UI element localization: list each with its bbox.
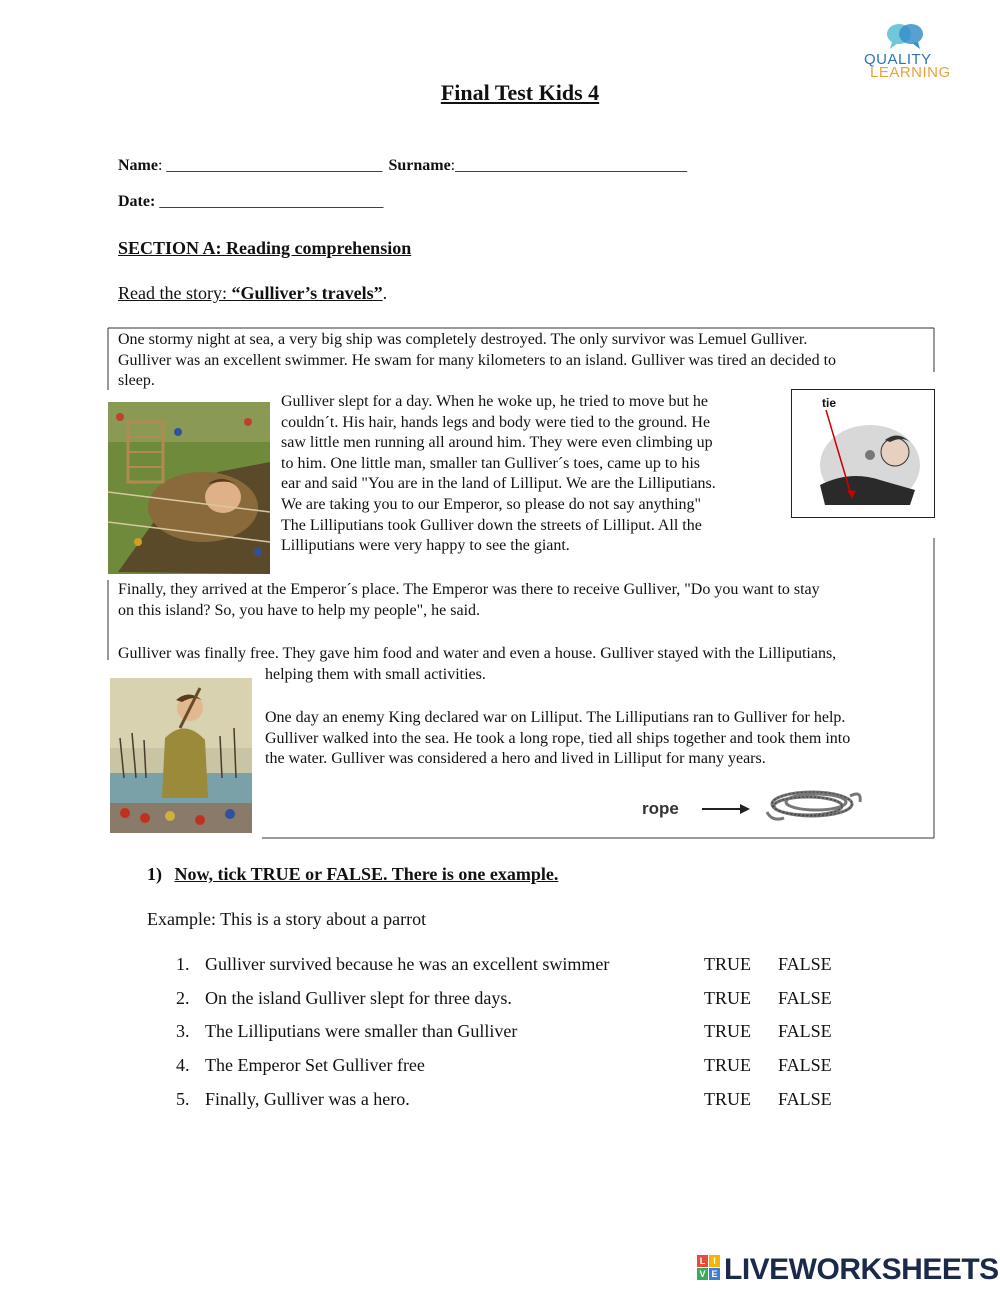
tf-row-1: 1. Gulliver survived because he was an excellent swimmer TRUE FALSE (176, 954, 832, 974)
story-paragraph-2: Gulliver slept for a day. When he woke up, he tried to move but he couldn´t. His hair, hands legs and body were tied to the ground. He saw little men running all around him. They were even climbing up to him. One little man, smaller tan Gulliver´s toes, came up to his ear and said "You are in the land of Lilliput. We are the Lilliputians. We are taking you to our Emperor, so please do not say anything" The Lilliputians took Gulliver down the streets of Lilliput. All the Lilliputians were very happy to see the giant. (281, 393, 716, 555)
story-paragraph-5: One day an enemy King declared war on Lilliput. The Lilliputians ran to Gulliver for help. Gulliver walked into the sea. He took a long rope, tied all ships together and took them into the water. Gulliver was considered a hero and lived in Lilliput for many years. (265, 709, 851, 768)
instruction-suffix: . (382, 283, 388, 303)
story-paragraph-1: One stormy night at sea, a very big ship was completely destroyed. The only survivor was Lemuel Gulliver. Gulliver was an excellent swimmer. He swam for many kilometers to an island. Gulliver was tired an decided to sleep. (118, 331, 837, 390)
page-title: Final Test Kids 4 (440, 80, 600, 105)
surname-field[interactable]: :_____________________________ (450, 157, 688, 174)
false-option[interactable]: FALSE (778, 1089, 832, 1109)
tf-statement: Gulliver survived because he was an excellent swimmer (205, 954, 610, 974)
false-option[interactable]: FALSE (778, 954, 832, 974)
story-paragraph-4-line-2: helping them with small activities. (265, 666, 486, 683)
rope-icon (762, 784, 866, 826)
story-paragraph-3: Finally, they arrived at the Emperor´s place. The Emperor was there to receive Gulliver, "Do you want to stay on this island? So, you have to help my people", he said. (118, 581, 820, 619)
section-a-heading: SECTION A: Reading comprehension (118, 238, 412, 258)
gulliver-tied-illustration (108, 402, 270, 574)
false-option[interactable]: FALSE (778, 988, 832, 1008)
instruction-prefix: Read the story: (118, 283, 232, 303)
false-option[interactable]: FALSE (778, 1021, 832, 1041)
tf-row-2: 2. On the island Gulliver slept for three days. TRUE FALSE (176, 988, 832, 1008)
name-field[interactable]: : ___________________________ (157, 157, 383, 174)
true-option[interactable]: TRUE (704, 1021, 751, 1041)
tie-illustration-box (791, 389, 935, 518)
tf-statement: The Lilliputians were smaller than Gulliver (205, 1021, 518, 1041)
story-title: “Gulliver’s travels” (231, 283, 383, 303)
logo-learning-text: LEARNING (870, 64, 951, 81)
tf-row-4: 4. The Emperor Set Gulliver free TRUE FALSE (176, 1055, 832, 1075)
true-option[interactable]: TRUE (704, 1055, 751, 1075)
tie-label: tie (822, 396, 837, 410)
false-option[interactable]: FALSE (778, 1055, 832, 1075)
tf-row-3: 3. The Lilliputians were smaller than Gulliver TRUE FALSE (176, 1021, 832, 1041)
gulliver-ships-illustration (110, 678, 252, 833)
date-field[interactable]: ____________________________ (155, 193, 384, 210)
tf-statement: Finally, Gulliver was a hero. (205, 1089, 410, 1109)
tie-drawing-icon (810, 410, 922, 510)
surname-label: Surname (388, 157, 451, 174)
rope-label: rope (642, 799, 679, 818)
true-option[interactable]: TRUE (704, 1089, 751, 1109)
exercise-number: 1) (147, 864, 162, 884)
name-label: Name (118, 157, 158, 174)
arrow-right-icon (700, 799, 752, 819)
true-option[interactable]: TRUE (704, 954, 751, 974)
exercise-instruction: Now, tick TRUE or FALSE. There is one example. (174, 864, 559, 884)
tf-statement: On the island Gulliver slept for three days. (205, 988, 512, 1008)
exercise-heading (147, 864, 558, 885)
liveworksheets-logo-icon: L I V E (697, 1255, 721, 1281)
exercise-example: Example: This is a story about a parrot (147, 909, 427, 929)
liveworksheets-brand[interactable]: LIVEWORKSHEETS (724, 1253, 999, 1286)
tf-statement: The Emperor Set Gulliver free (205, 1055, 425, 1075)
story-paragraph-4-line-1: Gulliver was finally free. They gave him food and water and even a house. Gulliver stayed with the Lilliputians, (118, 645, 837, 662)
logo-quality-text: QUALITY (864, 51, 932, 68)
date-label: Date: (118, 193, 156, 210)
true-option[interactable]: TRUE (704, 988, 751, 1008)
tf-row-5: 5. Finally, Gulliver was a hero. TRUE FALSE (176, 1089, 832, 1109)
